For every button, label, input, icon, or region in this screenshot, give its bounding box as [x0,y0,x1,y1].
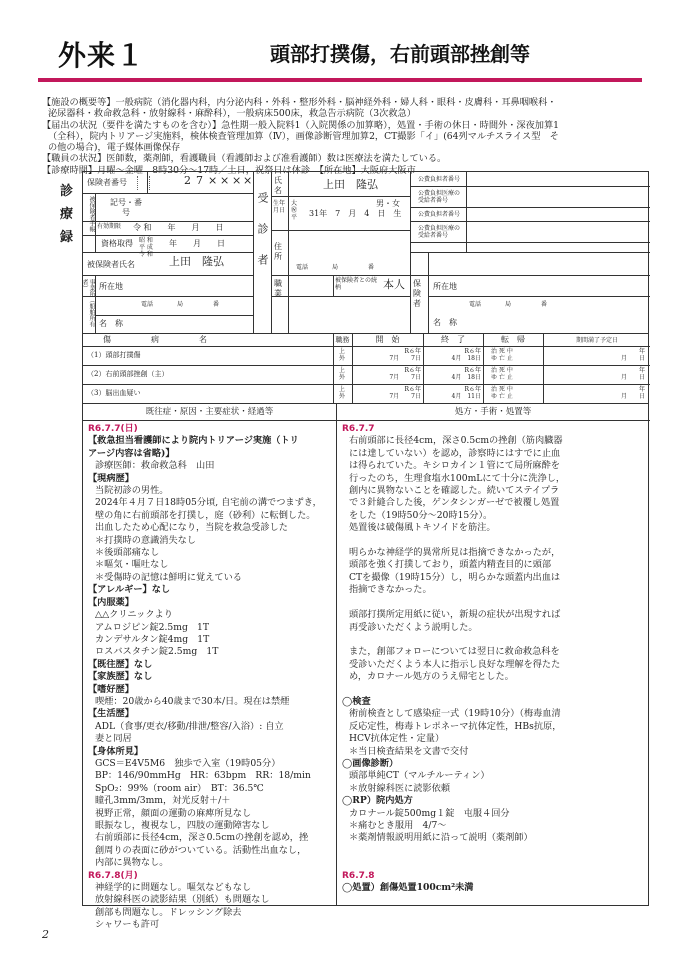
record-date: R6.7.8 [342,870,375,881]
record-line: 頭部単純CT（マルチルーティン） [349,770,490,782]
facility-line: 【職員の状況】医師数，薬剤師，看護職員（看護師および准看護師）数は医療法を満たしている。 [42,153,447,165]
disease-job: 上 外 [339,348,346,362]
valid-value: 令 和 年 月 日 [133,223,224,232]
record-line: アージ内容は省略)】 [88,447,175,459]
col-header-job: 職務 [335,336,350,344]
disease-table [82,334,649,404]
record-line: 創周りの表面に砂がついている。活動性出血なし， [95,844,307,856]
disease-job: 上 外 [339,367,346,381]
record-line: 反応定性，梅毒トレポネーマ抗体定性，HBs抗原， [349,720,562,732]
record-line: 術前検査として感染症一式（19時10分）（梅毒血清 [349,708,561,720]
record-line: ロスバスタチン錠2.5mg 1T [95,646,219,658]
record-line: は得られていた。キシロカイン１管にて局所麻酔を [349,460,560,472]
facility-line: 【施設の概要等】一般病院（消化器内科，内分泌内科・外科・整形外科・脳神経外科・婦人科・眼科・皮膚科・耳鼻咽喉科・ [42,97,557,108]
record-line: 受診いただくよう本人に指示し良好な理解を得たた [349,658,561,670]
record-line: 2024年４月７日18時05分頃, 自宅前の溝でつまずき， [95,497,322,509]
birth-era: 大 ㊗ 平 [291,200,298,221]
birth-label: 生年月日 [273,200,286,214]
record-line: 【身体所見】 [88,745,144,757]
record-line [342,597,647,609]
disease-name: （1）頭部打撲傷 [87,351,141,359]
page-header [38,28,642,80]
insurer-name-label: 名 称 [433,318,457,327]
record-line [342,684,647,696]
record-line: ＊当日検査結果を文書で交付 [349,745,469,757]
public-number-label: 公費負担者番号 [418,176,461,183]
facility-overview [42,97,647,176]
clinical-notes [88,423,334,932]
employer-name-label: 名 称 [99,319,123,328]
record-date: R6.7.7 [342,424,375,434]
record-line: SpO₂：99%（room air） BT：36.5℃ [95,782,264,794]
record-line: め，カロナール処方のうえ帰宅とした。 [349,671,514,683]
record-line: 内部に異物なし。 [95,857,169,869]
record-line: シャワーも許可 [95,919,160,931]
record-line: 視野正常，顔面の運動の麻痺所見なし [95,807,252,819]
insurer-label: 保険者番号 [87,178,127,187]
disease-outcome: 治 死 中 ゆ 亡 止 [491,386,513,400]
record-line: 創部も問題なし。ドレッシング除去 [95,906,242,918]
col-header-start: 開 始 [375,335,400,344]
disease-due: 年 月 日 [620,348,645,362]
record-line: 再受診いただくよう説明した。 [349,621,478,633]
record-line: 診療医師：救命救急科 山田 [95,460,215,472]
disease-outcome: 治 死 中 ゆ 亡 止 [491,367,513,381]
record-line: 右前頭部に長径4cm，深さ0.5cmの挫創を認め，挫 [95,832,309,844]
facility-line: 【所在地】大阪府大阪市 [319,164,416,176]
facility-line: 泌尿器科・救命救急科・放射線科・麻酔科），一般病床500床，救急告示病院（3次救急） [48,108,416,120]
record-line: HCV抗体定性・定量） [349,733,445,745]
record-line: 眼振なし，複視なし，四肢の運動障害なし [95,820,270,831]
record-line: ＊痛むとき服用 4/7～ [349,820,447,831]
valid-label: 有効期限 [97,223,122,230]
patient-name: 上田 隆弘 [323,178,378,191]
col-header-end: 終 了 [441,335,465,344]
record-line: で３針縫合した後，ゲンタシンガーゼで被覆し処置 [349,497,560,509]
disease-name: （3）脳出血疑い [87,389,141,397]
record-line: 行ったのち，生理食塩水100mLにて十分に洗浄し， [349,472,566,484]
disease-end: R６年 4月 18日 [451,367,481,381]
record-date: R6.7.7(日) [88,424,138,434]
record-line: ＊打撲時の意識消失なし [95,534,197,546]
record-line: ◯検査 [342,695,371,707]
kigo-side-label: 被保険者手帳 [88,196,95,232]
title-underline [38,78,642,82]
record-line: ＊放射線科医に読影依頼 [349,782,451,794]
record-line: 【家族歴】なし [88,671,153,683]
record-line: 頭部を強く打撲しており，頭蓋内精査目的に頭部 [349,559,552,571]
record-line: GCS＝E4V5M6 独歩で入室（19時05分） [95,757,281,769]
record-line: 瞳孔3mm/3mm，対光反射＋/＋ [95,795,231,807]
right-column-header: 処方・手術・処置等 [454,407,532,417]
record-line [342,634,647,646]
era-options: 昭 和 平 成 令 和 [139,237,153,258]
record-line: をした（19時50分～20時15分）。 [349,509,493,521]
treatment-notes [342,423,647,894]
employer-side-label: 事業所（船舶所有者） [81,279,95,327]
facility-line: （全科），院内トリアージ実施料，検体検査管理加算（Ⅳ），画像診断管理加算2，CT撮影「イ」(64列マルチスライス型 そ [48,130,559,142]
col-header-outcome: 転 帰 [501,335,525,344]
record-line: ＊嘔気・嘔吐なし [95,559,169,571]
left-column-header: 既往症・原因・主要症状・経過等 [145,407,274,417]
page-number: 2 [42,928,49,941]
record-line: 喫煙：20歳から40歳まで30本/日。現在は禁煙 [95,695,290,707]
record-line: 壁の角に右前頭部を打撲し，庭（砂利）に転倒した。 [95,509,316,521]
record-line: 【救急担当看護師により院内トリアージ実施（トリ [88,435,299,447]
record-line: 【生活歴】 [88,708,134,720]
disease-due: 年 月 日 [620,367,645,381]
patient-info-chart [82,171,649,334]
employer-addr-label: 所在地 [99,282,123,291]
insurer-digit: 2 [184,174,191,187]
insurer-tel: 電話 局 番 [469,301,548,308]
qual-value: 年 月 日 [169,239,225,248]
record-line: カロナール錠500mg１錠 屯服４回分 [349,807,510,819]
record-line: 右前頭部に長径4cm，深さ0.5cmの挫創（筋肉臓器 [349,435,563,447]
record-line: 妻と同居 [95,733,132,745]
record-line: カンデサルタン錠4mg 1T [95,633,210,645]
side-label: 診 [60,184,74,199]
record-line: 神経学的に問題なし。嘔気などもなし [95,882,252,894]
disease-job: 上 外 [339,386,346,400]
record-line [342,845,647,857]
record-line: ◯RP）院内処方 [342,795,413,807]
facility-line: 【届出の状況（要件を満たすものを含む）】急性期一般入院料1（入院関係の加算略），処置・手術の休日・時間外・深夜加算1 [42,119,559,131]
record-line: 指摘できなかった。 [349,584,432,596]
record-line: △△クリニックより [95,609,173,621]
facility-line: の他の場合)，電子媒体画像保存 [48,142,181,154]
record-line: CTを撮像（19時15分）し，明らかな頭蓋内出血は [349,571,561,583]
insurer-digit: 7 [196,174,203,187]
patient-side-text: 受診者 [256,192,269,285]
disease-end: R６年 4月 18日 [451,348,481,362]
occupation-label: 職業 [274,279,282,298]
record-line: には達していない）を認め，診察時にはすでに止血 [349,447,561,459]
employer-tel: 電話 局 番 [141,301,220,308]
record-line: 処置後は破傷風トキソイドを筋注。 [349,522,496,534]
record-line [342,857,647,869]
public-recipient-label: 公費負担医療の受給者番号 [418,190,461,204]
relation-value: 本人 [383,278,405,291]
record-line: 【内服薬】 [88,596,134,608]
address-label: 住所 [274,242,282,261]
record-line: 創内に異物ないことを確認した。続いてステイプラ [349,485,560,497]
col-header-due: 期間満了予定日 [575,337,618,344]
insurer-digit: × [220,174,230,187]
record-line: アムロジピン錠2.5mg 1T [95,621,210,633]
record-line: 明らかな神経学的異常所見は指摘できなかったが， [349,547,561,559]
col-header-disease: 傷 病 名 [103,335,207,344]
record-line: 当院初診の男性。 [95,485,169,497]
birth-date: 31年 7 月 4 日 生 [309,209,402,218]
kigo-label: 記号・番号 [110,198,142,217]
sex-select: 男・女 [376,199,400,208]
disease-start: R６年 7月 7日 [389,348,421,362]
disease-name: （2）右前頭部挫創（主） [87,370,169,378]
record-line: 放射線科医の読影結果（別紙）も問題なし [95,894,270,906]
record-date: R6.7.8(月) [88,870,138,881]
record-line: 【現病歴】 [88,472,134,484]
record-line: ＊後頭部痛なし [95,547,160,559]
case-title: 頭部打撲傷，右前頭部挫創等 [270,42,530,66]
record-line: ＊受傷時の記憶は鮮明に覚えている [95,571,242,583]
insurer-digit: × [232,174,242,187]
qual-label: 資格取得 [101,239,133,248]
relation-label: 被保険者との続柄 [335,277,378,291]
insurer-digit: × [243,174,253,187]
record-line: 出血したため心配になり，当院を救急受診した [95,522,288,534]
record-line: 【既往歴】なし [88,658,153,670]
record-line: ◯画像診断） [342,757,399,769]
disease-start: R６年 7月 7日 [389,367,421,381]
case-label: 外来１ [58,39,146,72]
name-label: 氏名 [274,176,282,195]
disease-due: 年 月 日 [620,386,645,400]
insurer-digit: × [208,174,218,187]
record-line: ◯処置）創傷処置100cm²未満 [342,882,474,894]
holder-name: 上田 隆弘 [169,255,224,268]
record-line: また，創部フォローについては翌日に救命救急科を [349,646,560,658]
record-line: ADL（食事/更衣/移動/排泄/整容/入浴）: 自立 [95,720,284,732]
disease-outcome: 治 死 中 ゆ 亡 止 [491,348,513,362]
record-line: 頭部打撲所定用紙に従い，新規の症状が出現すれば [349,609,561,621]
holder-label: 被保険者氏名 [87,260,135,269]
facility-line: 【診療時間】月曜～金曜 8時30分～17時／土日，祝祭日は休診 [42,164,311,176]
side-label: 療 [60,207,74,222]
insurer-side-label: 保険者 [413,279,421,308]
insurer-addr-label: 所在地 [433,282,457,291]
record-line: ＊薬剤情報説明用紙に沿って説明（薬剤師） [349,832,533,844]
patient-tel: 電話 局 番 [296,264,375,271]
record-line: 【アレルギー】なし [88,584,171,596]
disease-start: R６年 7月 7日 [389,386,421,400]
record-line: 【嗜好歴】 [88,683,134,695]
public-number-label: 公費負担者番号 [418,211,461,218]
public-recipient-label: 公費負担医療の受給者番号 [418,225,461,239]
side-label: 録 [60,230,74,245]
record-line: BP：146/90mmHg HR：63bpm RR：18/min [95,770,311,782]
record-line [342,535,647,547]
patient-side-label [257,192,269,287]
disease-end: R６年 4月 11日 [451,386,481,400]
